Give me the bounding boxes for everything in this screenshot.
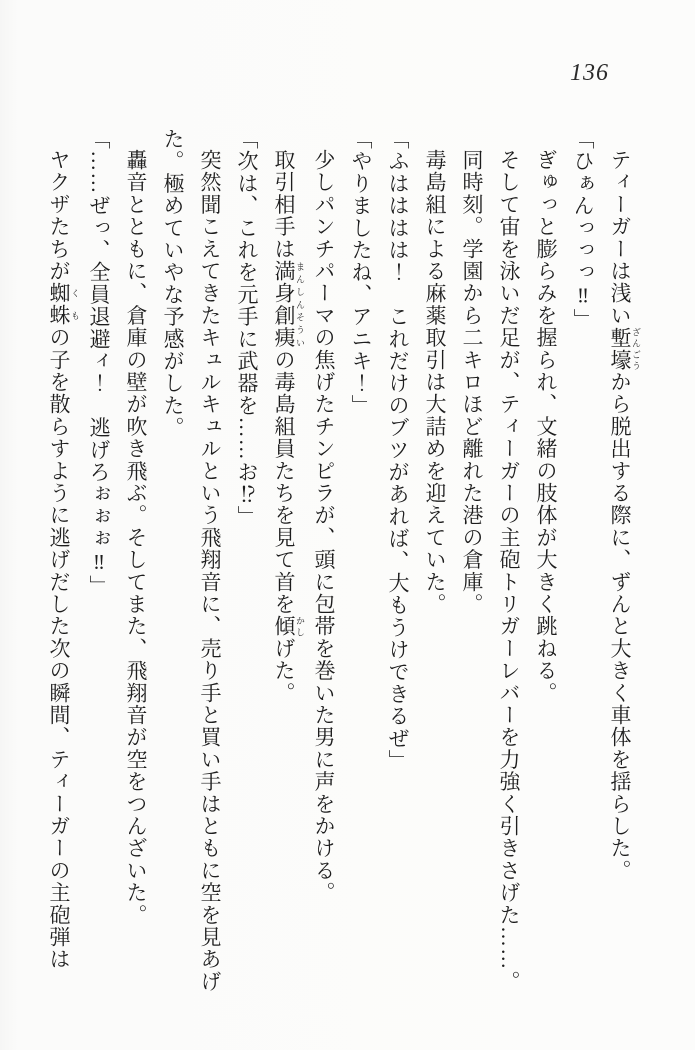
- paragraph: 突然聞こえてきたキュルキュルという飛翔音に、売り手と買い手はともに空を見あげた。極めていやな予感がした。: [161, 128, 222, 993]
- paragraph: 「やりましたね、アニキ！」: [349, 128, 373, 417]
- furigana-annotated-word: 傾 かし: [272, 615, 305, 638]
- paragraph: 「……ぜっ、全員退避ィ！ 逃げろぉぉぉ‼」: [87, 128, 111, 598]
- paragraph: ヤクザたちが蜘蛛 くもの子を散らすように逃げだした次の瞬間、ティーガーの主砲弾は: [47, 149, 80, 971]
- furigana-annotated-word: 塹壕 ざんごう: [608, 326, 641, 372]
- paragraph: 取引相手は満身創痍 まんしんそういの毒島組員たちを見て首を傾 かしげた。: [272, 149, 305, 705]
- paragraph: 轟音とともに、倉庫の壁が吹き飛ぶ。そしてまた、飛翔音が空をつんざいた。: [124, 149, 148, 926]
- paragraph: そして宙を泳いだ足が、ティーガーの主砲トリガーレバーを力強く引きさげた……。: [497, 149, 521, 993]
- paragraph: 同時刻。学園から二キロほど離れた港の倉庫。: [460, 149, 484, 616]
- paragraph: ぎゅっと膨らみを握られ、文緒の肢体が大きく跳ねる。: [534, 149, 558, 704]
- paragraph: 「ふはははは！ これだけのブツがあれば、大もうけできるぜ」: [386, 128, 410, 772]
- paragraph: ティーガーは浅い塹壕 ざんごうから脱出する際に、ずんと大きく車体を揺らした。: [608, 149, 641, 882]
- paragraph: 毒島組による麻薬取引は大詰めを迎えていた。: [423, 149, 447, 616]
- paragraph: 少しパンチパーマの焦げたチンピラが、頭に包帯を巻いた男に声をかける。: [312, 149, 336, 904]
- furigana-annotated-word: 蜘蛛 くも: [47, 282, 80, 327]
- paragraph: 「ひぁんっっっ‼」: [571, 128, 595, 331]
- page-number: 136: [570, 60, 609, 86]
- furigana-annotated-word: 満身創痍 まんしんそうい: [272, 260, 305, 349]
- text-block: [40, 128, 641, 994]
- paragraph: 「次は、これを元手に武器を……お⁉」: [235, 128, 259, 528]
